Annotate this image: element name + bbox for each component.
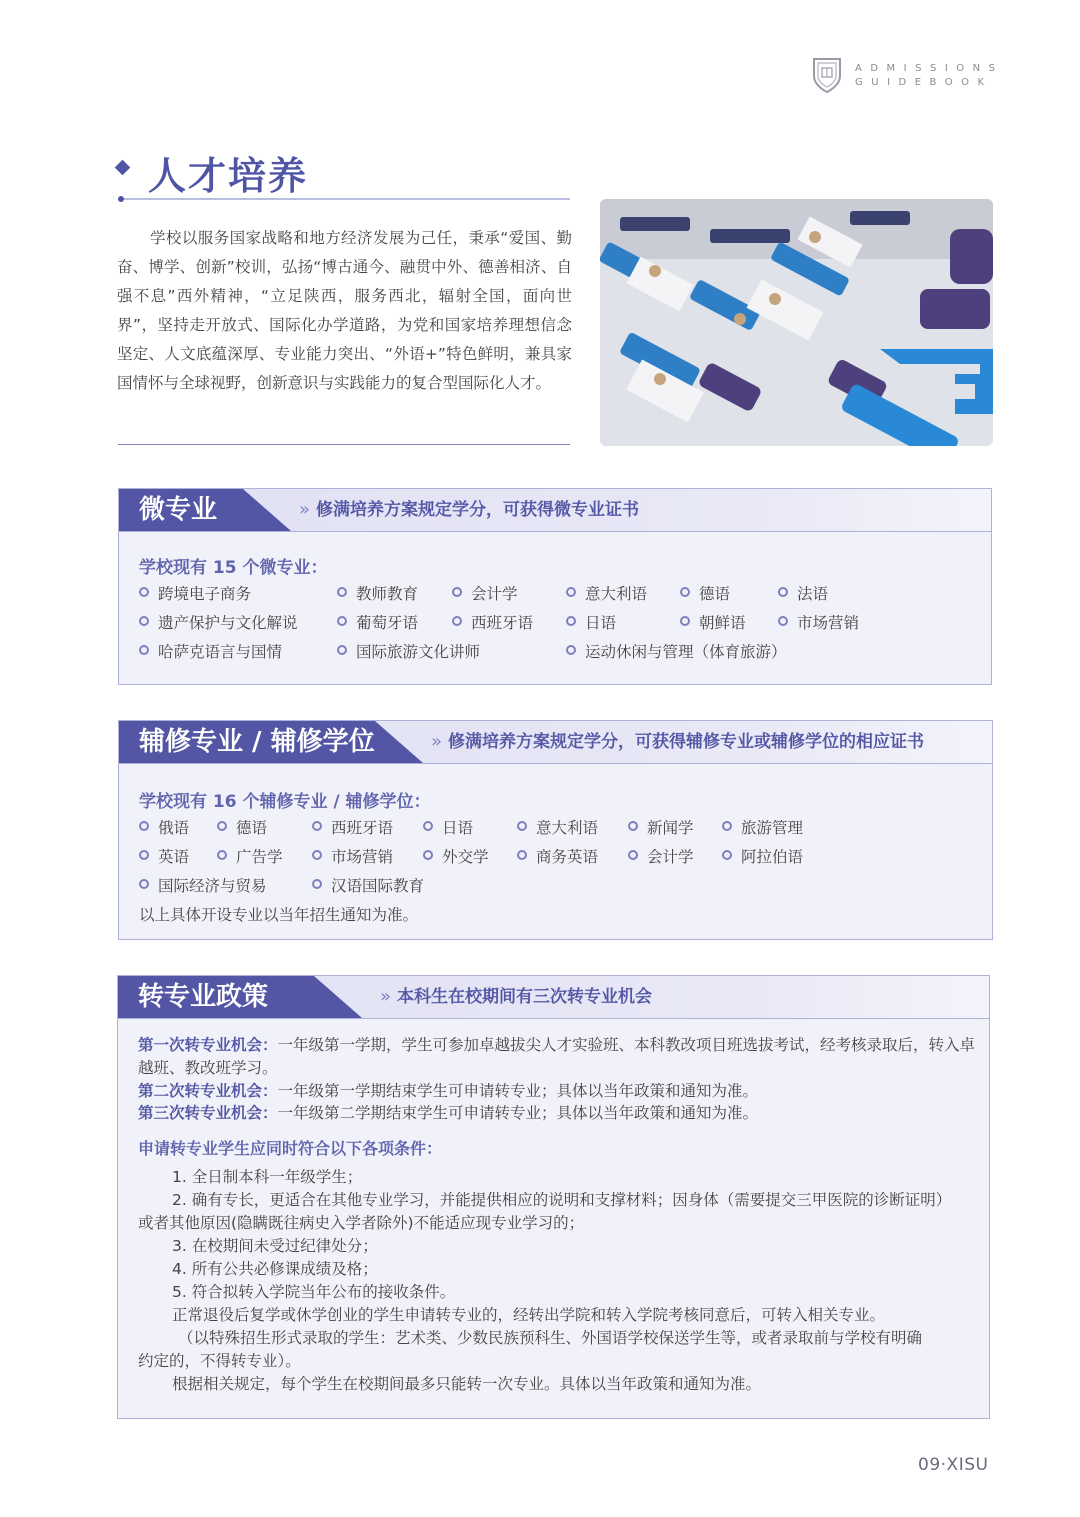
list-item-label: 日语 [585,614,617,632]
list-item-label: 国际经济与贸易 [158,877,267,895]
list-item-label: 教师教育 [356,585,419,603]
condition-line: 5. 符合拟转入学院当年公布的接收条件。 [172,1283,456,1301]
list-item-label: 德语 [699,585,731,603]
list-item-label: 市场营销 [797,614,860,632]
condition-line: 1. 全日制本科一年级学生； [172,1168,363,1186]
list-item [566,640,787,662]
condition-line: 4. 所有公共必修课成绩及格； [172,1260,378,1278]
page-number: 09 [918,1455,941,1475]
double-chevron-icon: » [299,499,311,520]
guidebook-label [855,62,1003,90]
micro-subtitle-text: 修满培养方案规定学分，可获得微专业证书 [316,500,640,520]
guide-line-2: GUIDEBOOK [855,77,993,88]
list-item-label: 国际旅游文化讲师 [356,643,481,661]
minor-lead: 学校现有 16 个辅修专业 / 辅修学位： [139,792,431,812]
title-underline-dot [118,196,124,202]
minor-tab-corner [375,721,423,763]
list-item [337,611,418,633]
circle-bullet-icon [566,616,576,626]
list-item-label: 运动休闲与管理（体育旅游） [585,643,787,661]
list-item-label: 意大利语 [585,585,648,603]
list-item-label: 哈萨克语言与国情 [158,643,283,661]
condition-line: （以特殊招生形式录取的学生：艺术类、少数民族预科生、外国语学校保送学生等，或者录取前与学校有明确 [178,1329,923,1347]
list-item [423,816,473,838]
circle-bullet-icon [628,821,638,831]
title-underline [118,198,570,200]
condition-line: 或者其他原因(隐瞒既往病史入学者除外)不能适应现专业学习的； [138,1214,585,1232]
list-item-label: 遗产保护与文化解说 [158,614,298,632]
circle-bullet-icon [517,821,527,831]
list-item [337,640,480,662]
list-item-label: 德语 [236,819,268,837]
list-item-label: 会计学 [471,585,518,603]
school-crest-logo [812,56,842,94]
transfer-chance-2 [138,1080,978,1103]
circle-bullet-icon [566,645,576,655]
list-item [452,582,518,604]
condition-line: 2. 确有专长，更适合在其他专业学习，并能提供相应的说明和支撑材料；因身体（需要提交三甲医院的诊断证明） [172,1191,952,1209]
list-item [139,611,298,633]
circle-bullet-icon [217,821,227,831]
circle-bullet-icon [312,821,322,831]
library-study-photo [600,199,993,446]
chance-label: 第三次转专业机会： [138,1104,278,1122]
title-diamond-icon [115,160,131,176]
list-item [217,816,267,838]
list-item-label: 法语 [797,585,829,603]
list-item [139,845,189,867]
transfer-subtitle-text: 本科生在校期间有三次转专业机会 [397,987,653,1007]
list-item [312,845,393,867]
circle-bullet-icon [778,616,788,626]
list-item [722,816,803,838]
minor-subtitle-text: 修满培养方案规定学分，可获得辅修专业或辅修学位的相应证书 [448,732,925,752]
circle-bullet-icon [337,587,347,597]
condition-line: 3. 在校期间未受过纪律处分； [172,1237,378,1255]
circle-bullet-icon [337,645,347,655]
micro-subtitle [299,489,639,531]
chance-label: 第二次转专业机会： [138,1082,278,1100]
list-item-label: 广告学 [236,848,283,866]
list-item-label: 旅游管理 [741,819,804,837]
chance-label: 第一次转专业机会： [138,1036,278,1054]
circle-bullet-icon [423,821,433,831]
micro-lead: 学校现有 15 个微专业： [139,558,328,578]
circle-bullet-icon [778,587,788,597]
list-item [337,582,418,604]
circle-bullet-icon [139,879,149,889]
circle-bullet-icon [423,850,433,860]
list-item [312,874,424,896]
transfer-section [117,975,990,1419]
circle-bullet-icon [722,850,732,860]
circle-bullet-icon [517,850,527,860]
list-item [566,582,647,604]
chance-text: 一年级第二学期结束学生可申请转专业；具体以当年政策和通知为准。 [277,1104,759,1122]
list-item [139,640,282,662]
circle-bullet-icon [680,616,690,626]
circle-bullet-icon [139,821,149,831]
list-item-label: 新闻学 [647,819,694,837]
list-item-label: 葡萄牙语 [356,614,419,632]
micro-major-section [118,488,992,685]
list-item-label: 日语 [442,819,474,837]
list-item-label: 市场营销 [331,848,394,866]
minor-tab: 辅修专业 / 辅修学位 [119,721,375,763]
list-item [722,845,803,867]
circle-bullet-icon [217,850,227,860]
list-item [778,582,828,604]
double-chevron-icon: » [431,731,443,752]
list-item [139,874,267,896]
condition-line: 约定的，不得转专业）。 [138,1352,301,1370]
circle-bullet-icon [139,616,149,626]
list-item-label: 英语 [158,848,190,866]
list-item-label: 朝鲜语 [699,614,746,632]
list-item-label: 西班牙语 [471,614,534,632]
list-item-label: 西班牙语 [331,819,394,837]
minor-subtitle [431,721,924,763]
list-item [566,611,616,633]
list-item [517,816,598,838]
list-item [423,845,489,867]
circle-bullet-icon [452,587,462,597]
list-item [217,845,283,867]
list-item-label: 俄语 [158,819,190,837]
circle-bullet-icon [139,587,149,597]
micro-tab: 微专业 [119,489,243,531]
circle-bullet-icon [566,587,576,597]
list-item [628,816,694,838]
condition-line: 根据相关规定，每个学生在校期间最多只能转一次专业。具体以当年政策和通知为准。 [172,1375,762,1393]
list-item [680,611,746,633]
circle-bullet-icon [680,587,690,597]
list-item-label: 会计学 [647,848,694,866]
transfer-tab-corner [314,976,362,1018]
list-item [680,582,730,604]
transfer-chance-1 [138,1034,978,1079]
page-title: 人才培养 [148,154,309,198]
list-item [312,816,393,838]
list-item-label: 跨境电子商务 [158,585,252,603]
footer-school: XISU [946,1455,989,1475]
circle-bullet-icon [312,850,322,860]
intro-divider [118,444,570,445]
circle-bullet-icon [628,850,638,860]
list-item [778,611,859,633]
list-item [139,582,251,604]
circle-bullet-icon [722,821,732,831]
footer-separator: · [940,1455,947,1475]
chance-text: 一年级第一学期结束学生可申请转专业；具体以当年政策和通知为准。 [277,1082,759,1100]
chance-text: 一年级第一学期，学生可参加卓越拔尖人才实验班、本科教改项目班选拔考试，经考核录取后，转入卓越班、教改班学习。 [138,1036,976,1077]
list-item-label: 意大利语 [536,819,599,837]
guide-line-1: ADMISSIONS [855,63,1004,74]
circle-bullet-icon [139,850,149,860]
list-item-label: 汉语国际教育 [331,877,425,895]
condition-line: 正常退役后复学或休学创业的学生申请转专业的，经转出学院和转入学院考核同意后，可转入相关专业。 [172,1306,886,1324]
page-footer [918,1455,988,1475]
transfer-subtitle [380,976,652,1018]
list-item [517,845,598,867]
double-chevron-icon: » [380,986,392,1007]
transfer-tab: 转专业政策 [118,976,314,1018]
circle-bullet-icon [452,616,462,626]
list-item-label: 阿拉伯语 [741,848,804,866]
list-item-label: 商务英语 [536,848,599,866]
intro-paragraph: 学校以服务国家战略和地方经济发展为己任，秉承“爱国、勤奋、博学、创新”校训，弘扬“博古通今、融贯中外、德善相济、自强不息”西外精神，“立足陕西，服务西北，辐射全国，面向世界”，坚持走开放式、国际化办学道路，为党和国家培养理想信念坚定、人文底蕴深厚、专业能力突出、“外语+”特色鲜明，兼具家国情怀与全球视野，创新意识与实践能力的复合型国际化人才。 [117,229,572,392]
list-item [628,845,694,867]
list-item-label: 外交学 [442,848,489,866]
circle-bullet-icon [139,645,149,655]
circle-bullet-icon [337,616,347,626]
minor-note: 以上具体开设专业以当年招生通知为准。 [139,906,419,924]
conditions-lead: 申请转专业学生应同时符合以下各项条件： [138,1139,443,1158]
transfer-chance-3 [138,1102,978,1125]
list-item [139,816,189,838]
minor-section [118,720,993,940]
circle-bullet-icon [312,879,322,889]
list-item [452,611,533,633]
